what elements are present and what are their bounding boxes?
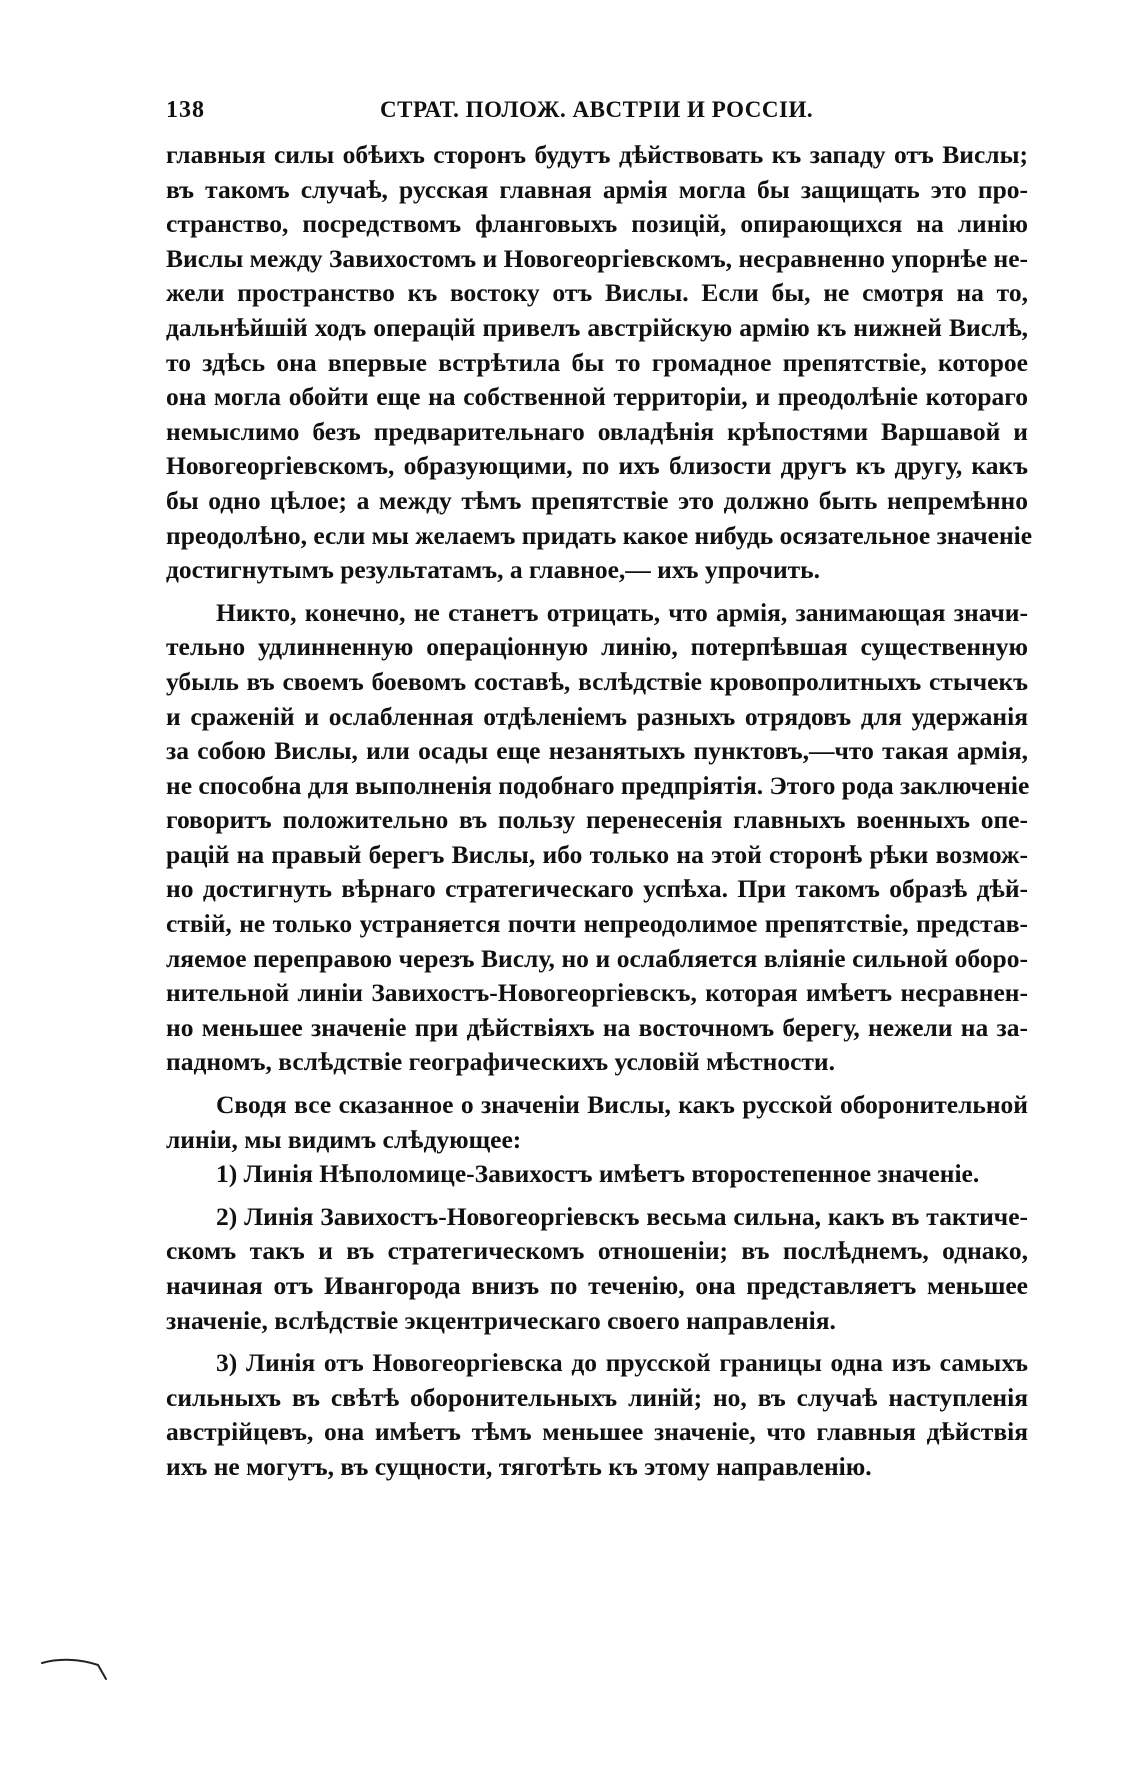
text-line: начиная отъ Ивангорода внизъ по теченію, она представляетъ меньшее <box>166 1271 1028 1300</box>
text-line: дальнѣйшій ходъ операцій привелъ австрійскую армію къ нижней Вислѣ, <box>166 312 1028 342</box>
text-line: преодолѣно, если мы желаемъ придать какое нибудь осязательное значеніе <box>166 520 1033 550</box>
text-line: падномъ, вслѣдствіе географическихъ условій мѣстности. <box>166 1047 835 1077</box>
text-line: Новогеоргіевскомъ, образующими, по ихъ близости другъ къ другу, какъ <box>166 451 1028 481</box>
text-line: но меньшее значеніе при дѣйствіяхъ на восточномъ берегу, нежели на за- <box>166 1012 1028 1042</box>
text-line: жели пространство къ востоку отъ Вислы. Если бы, не смотря на то, <box>166 278 1028 308</box>
text-line: она могла обойти еще на собственной территоріи, и преодолѣніе котораго <box>166 382 1028 412</box>
text-line: главныя силы обѣихъ сторонъ будутъ дѣйствовать къ западу отъ Вислы; <box>166 140 1028 169</box>
text-line: 2) Линія Завихостъ-Новогеоргіевскъ весьма сильна, какъ въ тактиче- <box>216 1201 1028 1231</box>
page-number: 138 <box>166 97 205 123</box>
text-line: то здѣсь она впервые встрѣтила бы то громадное препятствіе, которое <box>166 347 1028 377</box>
text-line: но достигнуть вѣрнаго стратегическаго успѣха. При такомъ образѣ дѣй- <box>166 874 1028 904</box>
text-line: ствій, не только устраняется почти непреодолимое препятствіе, представ- <box>166 909 1028 939</box>
list-item <box>166 1200 1028 1338</box>
text-line: 3) Линія отъ Новогеоргіевска до прусской границы одна изъ самыхъ <box>216 1348 1028 1378</box>
paragraph <box>166 1088 1028 1157</box>
text-line: нительной линіи Завихостъ-Новогеоргіевскъ, которая имѣетъ несравнен- <box>166 978 1028 1008</box>
text-line: ихъ не могутъ, въ сущности, тяготѣть къ этому направленію. <box>166 1451 872 1481</box>
paragraph <box>166 138 1033 588</box>
scan-mark-decoration <box>40 1655 110 1685</box>
text-line: достигнутымъ результатамъ, а главное,— ихъ упрочить. <box>166 555 821 585</box>
text-line: австрійцевъ, она имѣетъ тѣмъ меньшее значеніе, что главныя дѣйствія <box>166 1417 1028 1447</box>
text-line: бы одно цѣлое; а между тѣмъ препятствіе это должно быть непремѣнно <box>166 485 1028 515</box>
list-item <box>166 1157 1028 1192</box>
text-line: ляемое переправою черезъ Вислу, но и ослабляется вліяніе сильной оборо- <box>166 943 1028 973</box>
text-line: линіи, мы видимъ слѣдующее: <box>166 1124 522 1154</box>
body-text <box>166 138 1033 1485</box>
text-line: Сводя все сказанное о значеніи Вислы, какъ русской оборонительной <box>216 1090 1028 1120</box>
text-line: значеніе, вслѣдствіе экцентрическаго своего направленія. <box>166 1305 836 1335</box>
text-line: тельно удлинненную операціонную линію, потерпѣвшая существенную <box>166 632 1028 662</box>
text-line: за собою Вислы, или осады еще незанятыхъ пунктовъ,—что такая армія, <box>166 736 1028 766</box>
text-line: говоритъ положительно въ пользу перенесенія главныхъ военныхъ опе- <box>166 805 1028 835</box>
text-line: 1) Линія Нѣполомице-Завихостъ имѣетъ второстепенное значеніе. <box>216 1159 980 1189</box>
text-line: немыслимо безъ предварительнаго овладѣнія крѣпостями Варшавой и <box>166 416 1028 446</box>
text-line: и сраженій и ослабленная отдѣленіемъ разныхъ отрядовъ для удержанія <box>166 701 1028 731</box>
text-line: убыль въ своемъ боевомъ составѣ, вслѣдствіе кровопролитныхъ стычекъ <box>166 666 1028 696</box>
text-line: рацій на правый берегъ Вислы, ибо только на этой сторонѣ рѣки возмож- <box>166 839 1028 869</box>
running-head: СТРАТ. ПОЛОЖ. АВСТРІИ И РОССІИ. <box>380 97 814 122</box>
text-line: Вислы между Завихостомъ и Новогеоргіевскомъ, несравненно упорнѣе не- <box>166 243 1028 273</box>
text-line: скомъ такъ и въ стратегическомъ отношеніи; въ послѣднемъ, однако, <box>166 1236 1028 1266</box>
text-line: въ такомъ случаѣ, русская главная армія могла бы защищать это про- <box>166 174 1028 204</box>
list-item <box>166 1346 1028 1484</box>
text-line: сильныхъ въ свѣтѣ оборонительныхъ линій; но, въ случаѣ наступленія <box>166 1382 1028 1412</box>
text-line: не способна для выполненія подобнаго предпріятія. Этого рода заключеніе <box>166 770 1030 800</box>
paragraph <box>166 596 1028 1080</box>
text-line: Никто, конечно, не станетъ отрицать, что армія, занимающая значи- <box>216 597 1028 627</box>
text-line: странство, посредствомъ фланговыхъ позицій, опирающихся на линію <box>166 209 1028 239</box>
